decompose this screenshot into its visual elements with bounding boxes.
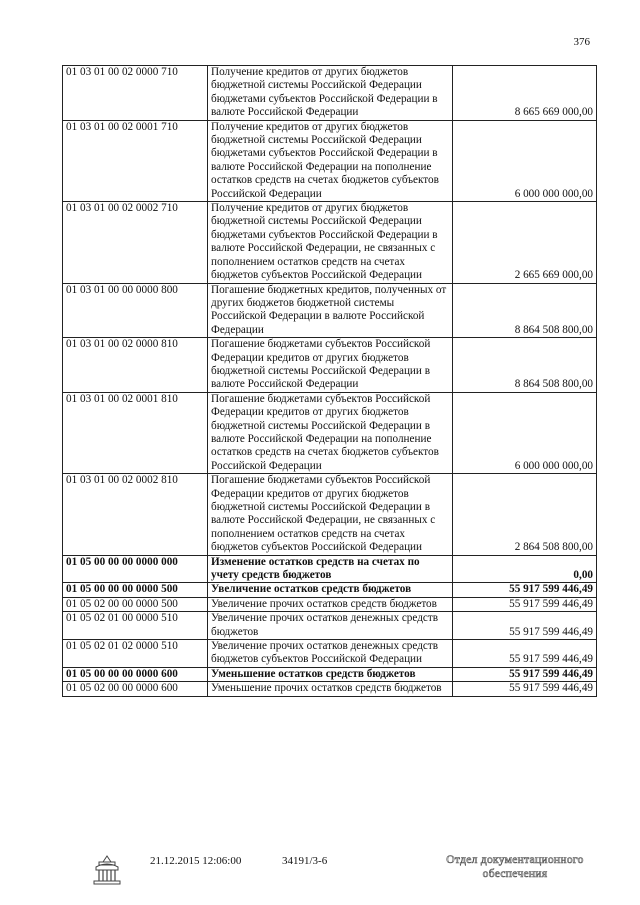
department-stamp (420, 853, 610, 881)
code-cell: 01 03 01 00 00 0000 800 (63, 283, 208, 338)
code-cell: 01 03 01 00 02 0001 710 (63, 120, 208, 201)
table-row (63, 474, 597, 555)
code-cell: 01 03 01 00 02 0000 710 (63, 66, 208, 121)
amount-cell: 55 917 599 446,49 (453, 612, 597, 640)
amount-cell: 0,00 (453, 555, 597, 583)
amount-cell: 55 917 599 446,49 (453, 597, 597, 611)
code-cell: 01 05 00 00 00 0000 500 (63, 583, 208, 597)
description-cell: Погашение бюджетами субъектов Российской Федерации кредитов от других бюджетов бюджетной системы Российской Федерации в валюте Российской Федерации (208, 338, 453, 393)
description-cell: Уменьшение прочих остатков средств бюджетов (208, 682, 453, 696)
description-cell: Погашение бюджетами субъектов Российской Федерации кредитов от других бюджетов бюджетной системы Российской Федерации в валюте Российской Федерации на пополнение остатков средств на счетах бюджетов субъектов Российской Федерации (208, 392, 453, 473)
description-cell: Получение кредитов от других бюджетов бюджетной системы Российской Федерации бюджетами субъектов Российской Федерации в валюте Российской Федерации на пополнение остатков средств на счетах бюджетов субъектов Российской Федерации (208, 120, 453, 201)
code-cell: 01 05 02 00 00 0000 600 (63, 682, 208, 696)
code-cell: 01 03 01 00 02 0002 710 (63, 202, 208, 283)
page-footer (0, 849, 640, 889)
department-line-1: Отдел документационного (446, 854, 584, 866)
code-cell: 01 05 00 00 00 0000 000 (63, 555, 208, 583)
description-cell: Погашение бюджетных кредитов, полученных от других бюджетов бюджетной системы Российской Федерации в валюте Российской Федерации (208, 283, 453, 338)
table-row (63, 338, 597, 393)
code-cell: 01 05 02 01 00 0000 510 (63, 612, 208, 640)
table-row (63, 667, 597, 681)
table-row (63, 283, 597, 338)
amount-cell: 2 864 508 800,00 (453, 474, 597, 555)
table-row (63, 682, 597, 696)
code-cell: 01 05 02 01 02 0000 510 (63, 640, 208, 668)
amount-cell: 55 917 599 446,49 (453, 640, 597, 668)
amount-cell: 55 917 599 446,49 (453, 583, 597, 597)
code-cell: 01 03 01 00 02 0002 810 (63, 474, 208, 555)
table-row (63, 555, 597, 583)
page-number: 376 (573, 36, 590, 48)
amount-cell: 55 917 599 446,49 (453, 682, 597, 696)
description-cell: Уменьшение остатков средств бюджетов (208, 667, 453, 681)
amount-cell: 6 000 000 000,00 (453, 392, 597, 473)
table-row (63, 392, 597, 473)
description-cell: Увеличение прочих остатков денежных средств бюджетов (208, 612, 453, 640)
description-cell: Увеличение прочих остатков денежных средств бюджетов субъектов Российской Федерации (208, 640, 453, 668)
budget-table (62, 65, 597, 697)
table-row (63, 120, 597, 201)
description-cell: Изменение остатков средств на счетах по учету средств бюджетов (208, 555, 453, 583)
emblem-icon (90, 853, 124, 887)
code-cell: 01 03 01 00 02 0000 810 (63, 338, 208, 393)
amount-cell: 8 665 669 000,00 (453, 66, 597, 121)
amount-cell: 2 665 669 000,00 (453, 202, 597, 283)
amount-cell: 6 000 000 000,00 (453, 120, 597, 201)
table-row (63, 597, 597, 611)
code-cell: 01 05 02 00 00 0000 500 (63, 597, 208, 611)
code-cell: 01 05 00 00 00 0000 600 (63, 667, 208, 681)
description-cell: Увеличение прочих остатков средств бюджетов (208, 597, 453, 611)
table-row (63, 202, 597, 283)
amount-cell: 8 864 508 800,00 (453, 283, 597, 338)
stamp-date: 21.12.2015 12:06:00 (150, 855, 242, 867)
description-cell: Получение кредитов от других бюджетов бюджетной системы Российской Федерации бюджетами субъектов Российской Федерации в валюте Российской Федерации (208, 66, 453, 121)
department-line-2: обеспечения (482, 868, 548, 880)
table-row (63, 612, 597, 640)
amount-cell: 8 864 508 800,00 (453, 338, 597, 393)
document-number: 34191/3-6 (282, 855, 328, 867)
amount-cell: 55 917 599 446,49 (453, 667, 597, 681)
description-cell: Увеличение остатков средств бюджетов (208, 583, 453, 597)
description-cell: Получение кредитов от других бюджетов бюджетной системы Российской Федерации бюджетами субъектов Российской Федерации в валюте Российской Федерации, не связанных с пополнением остатков средств на счетах бюджетов субъектов Российской Федерации (208, 202, 453, 283)
table-row (63, 66, 597, 121)
description-cell: Погашение бюджетами субъектов Российской Федерации кредитов от других бюджетов бюджетной системы Российской Федерации в валюте Российской Федерации, не связанных с пополнением остатков средств на счетах бюджетов субъектов Российской Федерации (208, 474, 453, 555)
code-cell: 01 03 01 00 02 0001 810 (63, 392, 208, 473)
table-row (63, 640, 597, 668)
table-row (63, 583, 597, 597)
